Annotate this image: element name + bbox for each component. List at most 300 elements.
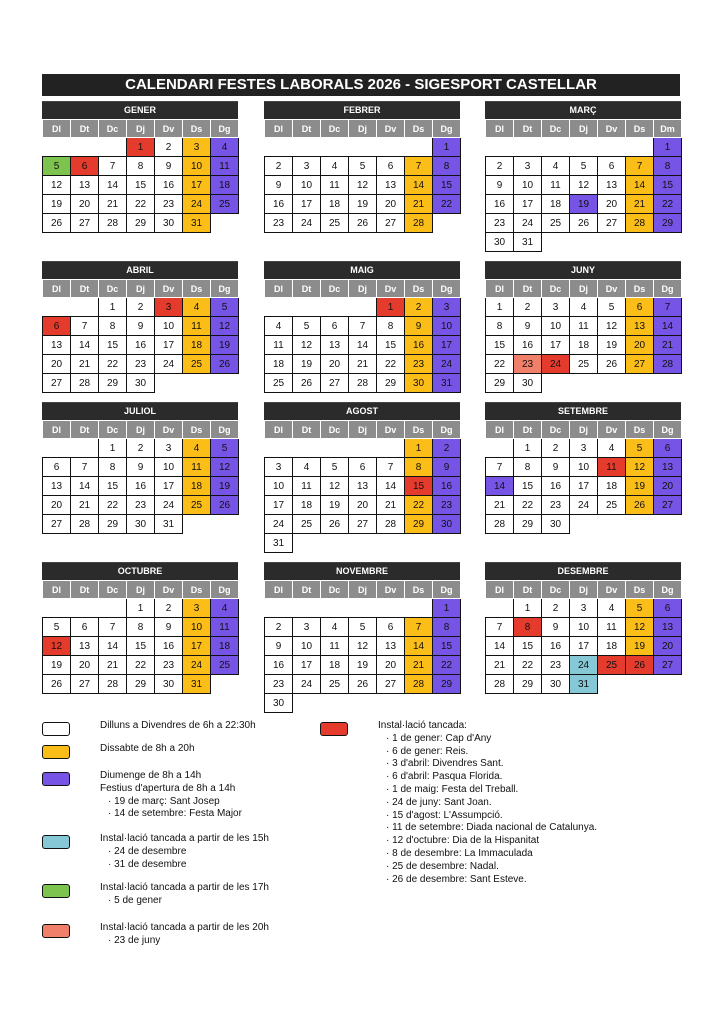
- day-cell: 3: [433, 298, 461, 317]
- day-cell: 2: [265, 618, 293, 637]
- weekday-header: Dv: [598, 581, 626, 599]
- day-cell: 8: [433, 618, 461, 637]
- day-cell: 11: [570, 317, 598, 336]
- day-cell: 9: [265, 637, 293, 656]
- day-cell: 17: [155, 336, 183, 355]
- empty-cell: [626, 675, 654, 694]
- month-setembre: [485, 402, 681, 534]
- day-cell: 21: [377, 496, 405, 515]
- day-cell: 4: [570, 298, 598, 317]
- legend-line: · 25 de desembre: Nadal.: [386, 860, 499, 872]
- day-cell: 26: [626, 496, 654, 515]
- day-cell: 20: [43, 496, 71, 515]
- day-cell: 27: [71, 675, 99, 694]
- day-cell: 19: [570, 195, 598, 214]
- empty-cell: [542, 233, 570, 252]
- day-cell: 1: [514, 439, 542, 458]
- day-cell: 18: [321, 656, 349, 675]
- weekday-header: Dm: [654, 120, 682, 138]
- day-cell: 8: [405, 458, 433, 477]
- day-cell: 19: [43, 656, 71, 675]
- weekday-header: Dg: [211, 581, 239, 599]
- month-agost: [264, 402, 460, 553]
- day-cell: 27: [626, 355, 654, 374]
- month-gener: [42, 101, 238, 233]
- empty-cell: [598, 233, 626, 252]
- empty-cell: [183, 515, 211, 534]
- day-cell: 3: [570, 439, 598, 458]
- day-cell: 7: [654, 298, 682, 317]
- weekday-header: Dv: [377, 280, 405, 298]
- day-cell: 24: [570, 656, 598, 675]
- day-cell: 20: [598, 195, 626, 214]
- empty-cell: [99, 138, 127, 157]
- day-cell: 4: [183, 439, 211, 458]
- day-cell: 12: [293, 336, 321, 355]
- empty-cell: [349, 534, 377, 553]
- weekday-header: Dc: [542, 421, 570, 439]
- day-cell: 15: [127, 637, 155, 656]
- day-cell: 13: [71, 176, 99, 195]
- day-cell: 14: [71, 477, 99, 496]
- day-cell: 1: [433, 599, 461, 618]
- day-cell: 20: [71, 195, 99, 214]
- weekday-header: Dt: [514, 280, 542, 298]
- day-cell: 13: [598, 176, 626, 195]
- day-cell: 22: [127, 195, 155, 214]
- empty-cell: [377, 534, 405, 553]
- day-cell: 20: [321, 355, 349, 374]
- day-cell: 19: [211, 336, 239, 355]
- day-cell: 5: [211, 439, 239, 458]
- day-cell: 19: [626, 477, 654, 496]
- day-cell: 5: [43, 618, 71, 637]
- day-cell: 16: [155, 637, 183, 656]
- day-cell: 18: [265, 355, 293, 374]
- day-cell: 5: [570, 157, 598, 176]
- day-cell: 12: [598, 317, 626, 336]
- month-juny: [485, 261, 681, 393]
- day-cell: 24: [183, 195, 211, 214]
- legend-text: [100, 882, 269, 908]
- day-cell: 4: [598, 599, 626, 618]
- weekday-header: Dc: [99, 120, 127, 138]
- day-cell: 10: [293, 176, 321, 195]
- day-cell: 12: [570, 176, 598, 195]
- day-cell: 23: [265, 675, 293, 694]
- weekday-header: Dg: [654, 581, 682, 599]
- day-cell: 24: [265, 515, 293, 534]
- day-cell: 7: [99, 157, 127, 176]
- day-cell: 28: [349, 374, 377, 393]
- day-cell: 31: [433, 374, 461, 393]
- empty-cell: [405, 694, 433, 713]
- day-cell: 28: [626, 214, 654, 233]
- day-cell: 16: [127, 477, 155, 496]
- empty-cell: [265, 298, 293, 317]
- day-cell: 28: [377, 515, 405, 534]
- day-cell: 21: [99, 656, 127, 675]
- day-cell: 10: [183, 618, 211, 637]
- day-cell: 11: [211, 157, 239, 176]
- day-cell: 24: [514, 214, 542, 233]
- day-cell: 27: [43, 374, 71, 393]
- weekday-header: Dj: [349, 581, 377, 599]
- day-cell: 2: [542, 599, 570, 618]
- day-cell: 5: [349, 618, 377, 637]
- day-cell: 4: [183, 298, 211, 317]
- day-cell: 20: [654, 477, 682, 496]
- day-cell: 22: [127, 656, 155, 675]
- weekday-header: Dj: [127, 280, 155, 298]
- empty-cell: [570, 515, 598, 534]
- empty-cell: [486, 439, 514, 458]
- weekday-header: Dv: [155, 280, 183, 298]
- day-cell: 8: [127, 618, 155, 637]
- day-cell: 1: [486, 298, 514, 317]
- day-cell: 3: [155, 439, 183, 458]
- empty-cell: [321, 599, 349, 618]
- day-cell: 21: [71, 496, 99, 515]
- weekday-header: Dj: [349, 421, 377, 439]
- day-cell: 19: [626, 637, 654, 656]
- day-cell: 31: [183, 214, 211, 233]
- day-cell: 21: [99, 195, 127, 214]
- empty-cell: [626, 233, 654, 252]
- empty-cell: [349, 138, 377, 157]
- day-cell: 13: [43, 477, 71, 496]
- month-name: JULIOL: [42, 402, 238, 420]
- weekday-header: Dj: [570, 120, 598, 138]
- day-cell: 15: [99, 336, 127, 355]
- weekday-header: Dc: [321, 120, 349, 138]
- day-cell: 22: [514, 656, 542, 675]
- day-cell: 13: [43, 336, 71, 355]
- weekday-header: Dl: [43, 581, 71, 599]
- day-cell: 12: [43, 176, 71, 195]
- day-cell: 24: [293, 675, 321, 694]
- weekday-header: Dg: [433, 280, 461, 298]
- day-cell: 14: [71, 336, 99, 355]
- weekday-header: Dl: [486, 280, 514, 298]
- weekday-header: Dc: [99, 581, 127, 599]
- weekday-header: Dj: [127, 581, 155, 599]
- empty-cell: [183, 374, 211, 393]
- day-cell: 11: [183, 458, 211, 477]
- day-cell: 17: [293, 656, 321, 675]
- day-cell: 25: [321, 214, 349, 233]
- day-cell: 17: [265, 496, 293, 515]
- day-cell: 7: [405, 157, 433, 176]
- legend-line: Dilluns a Divendres de 6h a 22:30h: [100, 720, 256, 731]
- month-name: FEBRER: [264, 101, 460, 119]
- day-cell: 1: [405, 439, 433, 458]
- day-cell: 4: [321, 618, 349, 637]
- day-cell: 3: [570, 599, 598, 618]
- day-cell: 27: [43, 515, 71, 534]
- day-cell: 8: [514, 618, 542, 637]
- empty-cell: [433, 534, 461, 553]
- day-cell: 16: [433, 477, 461, 496]
- day-cell: 2: [514, 298, 542, 317]
- day-cell: 7: [486, 618, 514, 637]
- day-cell: 30: [486, 233, 514, 252]
- day-cell: 21: [405, 656, 433, 675]
- month-febrer: [264, 101, 460, 233]
- empty-cell: [265, 138, 293, 157]
- day-cell: 25: [598, 496, 626, 515]
- weekday-header: Dj: [127, 120, 155, 138]
- day-cell: 31: [570, 675, 598, 694]
- day-cell: 22: [99, 496, 127, 515]
- day-cell: 10: [514, 176, 542, 195]
- legend-line: Dissabte de 8h a 20h: [100, 743, 195, 754]
- day-cell: 23: [155, 195, 183, 214]
- day-cell: 8: [514, 458, 542, 477]
- day-cell: 26: [598, 355, 626, 374]
- weekday-header: Dl: [265, 581, 293, 599]
- month-juliol: [42, 402, 238, 534]
- day-cell: 8: [433, 157, 461, 176]
- day-cell: 27: [377, 675, 405, 694]
- day-cell: 12: [349, 176, 377, 195]
- weekday-header: Dv: [377, 120, 405, 138]
- weekday-header: Dv: [598, 421, 626, 439]
- day-cell: 26: [570, 214, 598, 233]
- day-cell: 9: [514, 317, 542, 336]
- day-cell: 29: [127, 214, 155, 233]
- empty-cell: [321, 138, 349, 157]
- empty-cell: [598, 138, 626, 157]
- day-cell: 16: [486, 195, 514, 214]
- day-cell: 22: [405, 496, 433, 515]
- empty-cell: [71, 599, 99, 618]
- day-cell: 11: [542, 176, 570, 195]
- day-cell: 21: [71, 355, 99, 374]
- day-cell: 30: [433, 515, 461, 534]
- day-cell: 6: [654, 599, 682, 618]
- weekday-header: Dl: [486, 120, 514, 138]
- empty-cell: [43, 298, 71, 317]
- weekday-header: Dv: [155, 421, 183, 439]
- day-cell: 1: [433, 138, 461, 157]
- day-cell: 23: [542, 496, 570, 515]
- day-cell: 29: [99, 374, 127, 393]
- day-cell: 1: [127, 599, 155, 618]
- weekday-header: Dl: [486, 581, 514, 599]
- day-cell: 2: [127, 298, 155, 317]
- day-cell: 4: [211, 599, 239, 618]
- day-cell: 3: [542, 298, 570, 317]
- weekday-header: Ds: [405, 581, 433, 599]
- day-cell: 12: [211, 317, 239, 336]
- day-cell: 19: [598, 336, 626, 355]
- legend-swatch-red: [320, 722, 348, 736]
- legend-line: · 1 de gener: Cap d'Any: [386, 732, 492, 744]
- day-cell: 18: [542, 195, 570, 214]
- weekday-header: Dg: [211, 120, 239, 138]
- month-name: DESEMBRE: [485, 562, 681, 580]
- weekday-header: Ds: [626, 120, 654, 138]
- day-cell: 15: [127, 176, 155, 195]
- day-cell: 2: [155, 138, 183, 157]
- day-cell: 19: [349, 656, 377, 675]
- legend-line: · 5 de gener: [108, 894, 162, 906]
- day-cell: 11: [321, 176, 349, 195]
- day-cell: 16: [405, 336, 433, 355]
- weekday-header: Ds: [626, 280, 654, 298]
- day-cell: 5: [349, 157, 377, 176]
- day-cell: 1: [99, 439, 127, 458]
- day-cell: 27: [349, 515, 377, 534]
- weekday-header: Dj: [570, 421, 598, 439]
- legend-line: Instal·lació tancada:: [378, 720, 467, 731]
- day-cell: 19: [211, 477, 239, 496]
- month-name: MARÇ: [485, 101, 681, 119]
- day-cell: 6: [71, 618, 99, 637]
- day-cell: 30: [405, 374, 433, 393]
- day-cell: 7: [405, 618, 433, 637]
- day-cell: 4: [293, 458, 321, 477]
- day-cell: 30: [514, 374, 542, 393]
- day-cell: 2: [265, 157, 293, 176]
- day-cell: 15: [433, 637, 461, 656]
- day-cell: 18: [598, 477, 626, 496]
- day-cell: 10: [542, 317, 570, 336]
- weekday-header: Dc: [99, 280, 127, 298]
- day-cell: 3: [514, 157, 542, 176]
- day-cell: 14: [486, 477, 514, 496]
- day-cell: 22: [486, 355, 514, 374]
- weekday-header: Dj: [349, 120, 377, 138]
- empty-cell: [293, 599, 321, 618]
- month-octubre: [42, 562, 238, 694]
- day-cell: 24: [293, 214, 321, 233]
- legend-text: [100, 833, 269, 871]
- day-cell: 7: [71, 458, 99, 477]
- day-cell: 12: [43, 637, 71, 656]
- empty-cell: [514, 138, 542, 157]
- day-cell: 10: [433, 317, 461, 336]
- day-cell: 16: [514, 336, 542, 355]
- day-cell: 4: [542, 157, 570, 176]
- day-cell: 16: [265, 656, 293, 675]
- weekday-header: Ds: [626, 581, 654, 599]
- day-cell: 14: [626, 176, 654, 195]
- day-cell: 25: [293, 515, 321, 534]
- month-name: MAIG: [264, 261, 460, 279]
- day-cell: 15: [377, 336, 405, 355]
- day-cell: 26: [43, 675, 71, 694]
- day-cell: 24: [155, 496, 183, 515]
- day-cell: 24: [183, 656, 211, 675]
- day-cell: 31: [514, 233, 542, 252]
- day-cell: 23: [542, 656, 570, 675]
- day-cell: 15: [99, 477, 127, 496]
- day-cell: 19: [349, 195, 377, 214]
- day-cell: 29: [99, 515, 127, 534]
- day-cell: 20: [626, 336, 654, 355]
- day-cell: 10: [570, 618, 598, 637]
- day-cell: 24: [542, 355, 570, 374]
- day-cell: 30: [542, 515, 570, 534]
- day-cell: 8: [99, 458, 127, 477]
- day-cell: 27: [654, 656, 682, 675]
- day-cell: 18: [321, 195, 349, 214]
- day-cell: 27: [377, 214, 405, 233]
- day-cell: 28: [99, 675, 127, 694]
- day-cell: 25: [542, 214, 570, 233]
- legend-line: · 15 d'agost: L'Assumpció.: [386, 809, 503, 821]
- day-cell: 6: [626, 298, 654, 317]
- month-desembre: [485, 562, 681, 694]
- weekday-header: Dl: [486, 421, 514, 439]
- day-cell: 2: [127, 439, 155, 458]
- weekday-header: Dt: [293, 581, 321, 599]
- empty-cell: [293, 694, 321, 713]
- day-cell: 30: [127, 515, 155, 534]
- day-cell: 29: [514, 515, 542, 534]
- day-cell: 23: [265, 214, 293, 233]
- day-cell: 29: [654, 214, 682, 233]
- day-cell: 28: [405, 675, 433, 694]
- day-cell: 15: [433, 176, 461, 195]
- empty-cell: [405, 138, 433, 157]
- month-name: NOVEMBRE: [264, 562, 460, 580]
- day-cell: 11: [321, 637, 349, 656]
- weekday-header: Dg: [433, 120, 461, 138]
- day-cell: 12: [626, 458, 654, 477]
- weekday-header: Dj: [127, 421, 155, 439]
- empty-cell: [349, 599, 377, 618]
- weekday-header: Dc: [99, 421, 127, 439]
- empty-cell: [293, 534, 321, 553]
- day-cell: 25: [211, 195, 239, 214]
- day-cell: 26: [626, 656, 654, 675]
- day-cell: 9: [542, 458, 570, 477]
- day-cell: 24: [155, 355, 183, 374]
- empty-cell: [405, 599, 433, 618]
- legend-line: Festius d'apertura de 8h a 14h: [100, 782, 236, 794]
- empty-cell: [265, 439, 293, 458]
- month-març: [485, 101, 681, 252]
- empty-cell: [570, 233, 598, 252]
- day-cell: 22: [99, 355, 127, 374]
- weekday-header: Dv: [155, 581, 183, 599]
- day-cell: 25: [183, 355, 211, 374]
- month-abril: [42, 261, 238, 393]
- weekday-header: Ds: [183, 120, 211, 138]
- legend-line: · 14 de setembre: Festa Major: [108, 808, 242, 820]
- day-cell: 13: [654, 458, 682, 477]
- day-cell: 9: [155, 618, 183, 637]
- legend-text: [100, 743, 195, 756]
- weekday-header: Dl: [43, 280, 71, 298]
- empty-cell: [486, 138, 514, 157]
- day-cell: 23: [405, 355, 433, 374]
- day-cell: 22: [377, 355, 405, 374]
- weekday-header: Dg: [433, 421, 461, 439]
- day-cell: 30: [155, 675, 183, 694]
- day-cell: 16: [542, 477, 570, 496]
- day-cell: 2: [542, 439, 570, 458]
- day-cell: 8: [127, 157, 155, 176]
- day-cell: 28: [99, 214, 127, 233]
- day-cell: 16: [127, 336, 155, 355]
- day-cell: 13: [626, 317, 654, 336]
- day-cell: 8: [654, 157, 682, 176]
- day-cell: 8: [99, 317, 127, 336]
